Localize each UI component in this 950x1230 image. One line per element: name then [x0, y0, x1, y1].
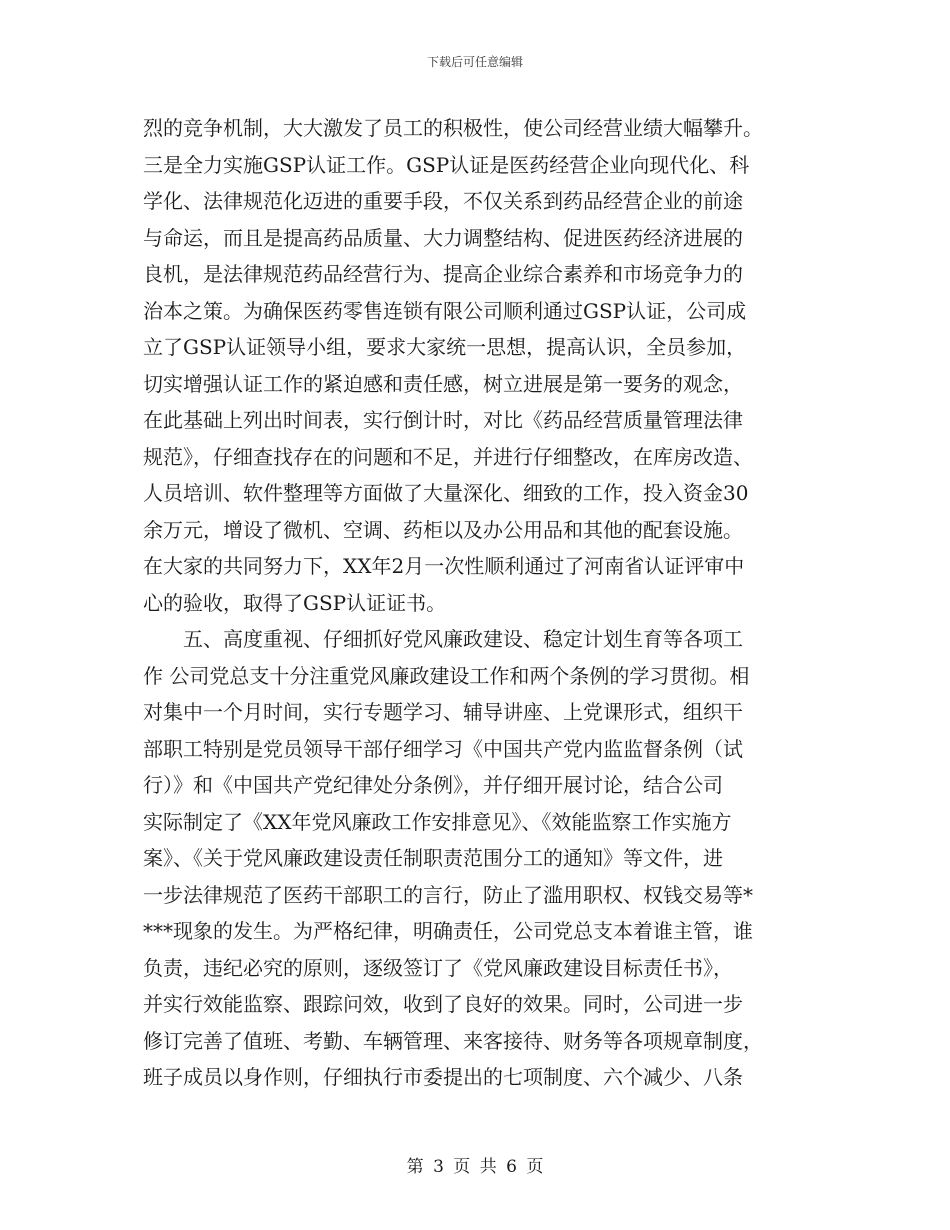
text-line: 良机，是法律规范药品经营行为、提高企业综合素养和市场竞争力的	[143, 262, 743, 286]
text-line: 在此基础上列出时间表，实行倒计时，对比《药品经营质量管理法律	[143, 408, 743, 432]
document-body	[143, 110, 808, 1096]
text-line: 行）》和《中国共产党纪律处分条例》，并仔细开展讨论，结合公司	[143, 773, 723, 797]
text-line: 实际制定了《XX年党风廉政工作安排意见》、《效能监察工作实施方	[143, 809, 732, 834]
text-line: ***现象的发生。为严格纪律，明确责任，公司党总支本着谁主管，谁	[143, 919, 753, 943]
text-line: 并实行效能监察、跟踪问效，收到了良好的效果。同时，公司进一步	[143, 992, 743, 1016]
text-line: 余万元，增设了微机、空调、药柜以及办公用品和其他的配套设施。	[143, 517, 743, 542]
text-line: 心的验收，取得了GSP认证证书。	[143, 590, 447, 615]
text-line: 修订完善了值班、考勤、车辆管理、来客接待、财务等各项规章制度，	[143, 1028, 763, 1053]
page-number: 第 3 页 共 6 页	[406, 1157, 544, 1177]
text-line: 案》、《关于党风廉政建设责任制职责范围分工的通知》等文件，进	[143, 846, 723, 870]
text-line: 在大家的共同努力下，XX年2月一次性顺利通过了河南省认证评审中	[143, 554, 745, 578]
text-line: 治本之策。为确保医药零售连锁有限公司顺利通过GSP认证，公司成	[143, 298, 747, 323]
text-line: 烈的竞争机制，大大激发了员工的积极性，使公司经营业绩大幅攀升。	[143, 116, 763, 140]
text-line: 三是全力实施GSP认证工作。GSP认证是医药经营企业向现代化、科	[143, 152, 750, 177]
text-line: 规范》，仔细查找存在的问题和不足，并进行仔细整改，在库房改造、	[143, 444, 753, 469]
page-header: 下载后可任意编辑	[426, 55, 523, 69]
text-line: 五、高度重视、仔细抓好党风廉政建设、稳定计划生育等各项工	[143, 627, 743, 651]
text-line: 班子成员以身作则，仔细执行市委提出的七项制度、六个减少、八条	[143, 1065, 743, 1089]
text-line: 人员培训、软件整理等方面做了大量深化、细致的工作，投入资金30	[143, 481, 749, 505]
text-line: 切实增强认证工作的紧迫感和责任感，树立进展是第一要务的观念，	[143, 371, 743, 396]
text-line: 部职工特别是党员领导干部仔细学习《中国共产党内监监督条例（试	[143, 736, 743, 761]
text-line: 对集中一个月时间，实行专题学习、辅导讲座、上党课形式，组织干	[143, 700, 743, 724]
text-line: 立了GSP认证领导小组，要求大家统一思想，提高认识，全员参加，	[143, 335, 747, 359]
text-line: 作 公司党总支十分注重党风廉政建设工作和两个条例的学习贯彻。相	[143, 663, 750, 688]
text-line: 负责，违纪必究的原则，逐级签订了《党风廉政建设目标责任书》，	[143, 955, 733, 980]
text-line: 学化、法律规范化迈进的重要手段，不仅关系到药品经营企业的前途	[143, 189, 743, 213]
text-line: 一步法律规范了医药干部职工的言行，防止了滥用职权、权钱交易等*	[143, 882, 753, 907]
text-line: 与命运，而且是提高药品质量、大力调整结构、促进医药经济进展的	[143, 225, 743, 250]
